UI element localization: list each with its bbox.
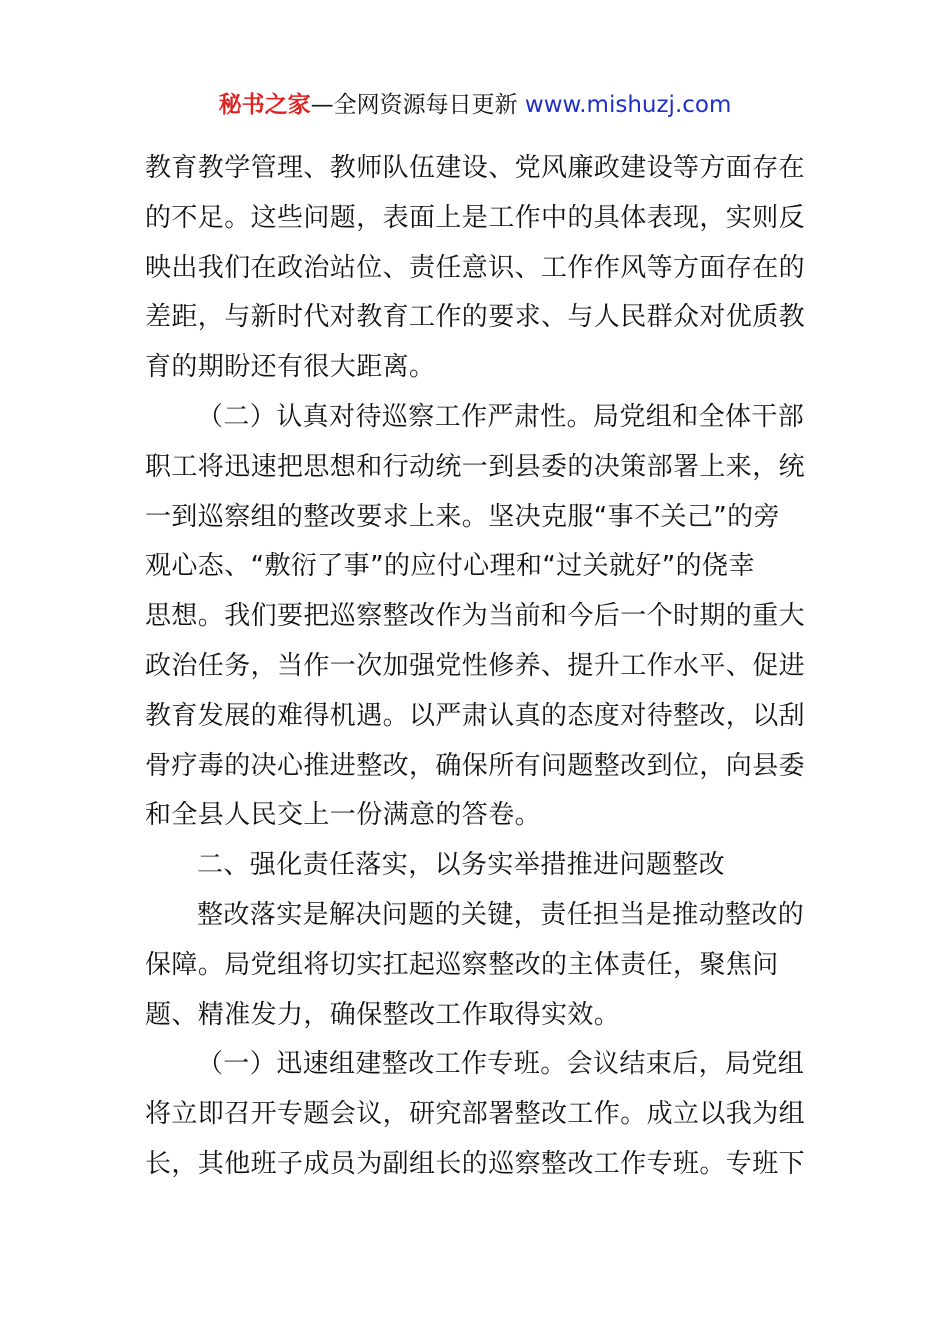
document-body (145, 144, 825, 1190)
text-line: 和全县人民交上一份满意的答卷。 (145, 800, 542, 831)
text-line: 差距，与新时代对教育工作的要求、与人民群众对优质教 (145, 302, 806, 333)
text-line: 思想。我们要把巡察整改作为当前和今后一个时期的重大 (145, 601, 806, 632)
text-line: 观心态、“敷衍了事”的应付心理和“过关就好”的侥幸 (145, 551, 755, 582)
brand-name: 秘书之家 (218, 92, 311, 118)
text-line: 职工将迅速把思想和行动统一到县委的决策部署上来，统 (145, 451, 806, 482)
text-line: 教育发展的难得机遇。以严肃认真的态度对待整改，以刮 (145, 700, 806, 731)
paragraph-start: （一）迅速组建整改工作专班。会议结束后，局党组 (197, 1049, 805, 1080)
section-heading: 二、强化责任落实，以务实举措推进问题整改 (197, 850, 726, 881)
text-line: 教育教学管理、教师队伍建设、党风廉政建设等方面存在 (145, 153, 806, 183)
text-line: 的不足。这些问题，表面上是工作中的具体表现，实则反 (145, 202, 806, 233)
page-header (0, 88, 950, 122)
text-line: 保障。局党组将切实扛起巡察整改的主体责任，聚焦问 (145, 949, 779, 980)
text-line: 题、精准发力，确保整改工作取得实效。 (145, 999, 621, 1030)
header-tagline: —全网资源每日更新 (310, 92, 525, 118)
text-line: 政治任务，当作一次加强党性修养、提升工作水平、促进 (145, 650, 806, 681)
paragraph-start: 整改落实是解决问题的关键，责任担当是推动整改的 (197, 899, 805, 930)
text-line: 映出我们在政治站位、责任意识、工作作风等方面存在的 (145, 252, 806, 283)
paragraph-start: （二）认真对待巡察工作严肃性。局党组和全体干部 (197, 401, 805, 432)
text-line: 一到巡察组的整改要求上来。坚决克服“事不关己”的旁 (145, 501, 780, 532)
text-line: 骨疗毒的决心推进整改，确保所有问题整改到位，向县委 (145, 750, 806, 781)
text-line: 长，其他班子成员为副组长的巡察整改工作专班。专班下 (145, 1148, 806, 1179)
text-line: 育的期盼还有很大距离。 (145, 352, 436, 383)
text-line: 将立即召开专题会议，研究部署整改工作。成立以我为组 (145, 1099, 806, 1130)
site-url[interactable]: www.mishuzj.com (524, 92, 732, 118)
